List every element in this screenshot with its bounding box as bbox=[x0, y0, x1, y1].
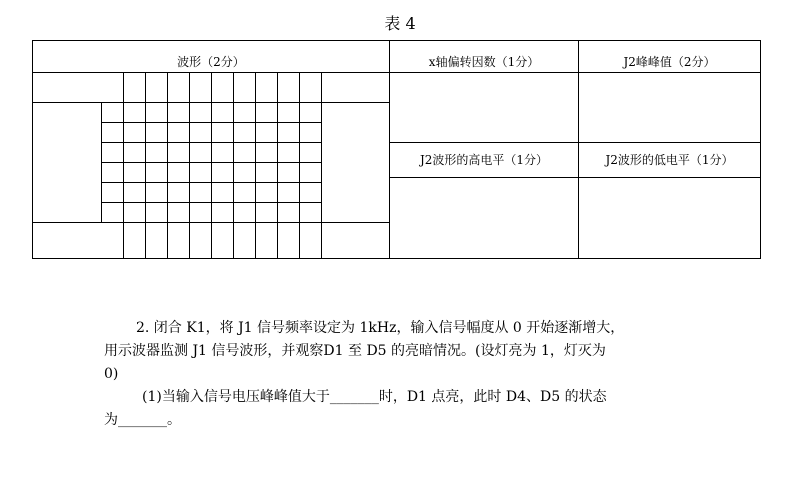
grid-hline bbox=[101, 182, 322, 183]
measurement-table bbox=[32, 40, 761, 259]
col-divider-2 bbox=[578, 41, 579, 258]
grid-vline bbox=[123, 73, 124, 258]
item2-line3: 0) bbox=[104, 366, 119, 382]
col-divider-1 bbox=[389, 41, 390, 258]
grid-vline bbox=[189, 73, 190, 258]
grid-vline bbox=[255, 73, 256, 258]
grid-hline bbox=[101, 122, 322, 123]
item2-line1: 2. 闭合 K1，将 J1 信号频率设定为 1kHz，输入信号幅度从 0 开始逐渐增大， bbox=[136, 320, 625, 336]
right-divider-1 bbox=[389, 142, 760, 143]
item2-line2: 用示波器监测 J1 信号波形，并观察D1 至 D5 的亮暗情况。(设灯亮为 1，灯灭为 bbox=[104, 343, 606, 359]
grid-vline bbox=[277, 73, 278, 258]
grid-vline bbox=[145, 73, 146, 258]
grid-vline bbox=[299, 73, 300, 258]
waveform-grid bbox=[33, 73, 389, 258]
grid-vline bbox=[211, 73, 212, 258]
right-divider-2 bbox=[389, 177, 760, 178]
x-deflection-header: x轴偏转因数（1分） bbox=[428, 55, 540, 69]
grid-band-side bbox=[321, 102, 322, 223]
grid-vline bbox=[233, 73, 234, 258]
table-caption: 表 4 bbox=[384, 14, 416, 33]
j2-peak-header: J2峰峰值（2分） bbox=[623, 55, 716, 69]
grid-hline bbox=[101, 202, 322, 203]
grid-band-side bbox=[101, 102, 102, 223]
j2-low-header: J2波形的低电平（1分） bbox=[605, 153, 734, 167]
grid-hline bbox=[101, 162, 322, 163]
item2-sub1-line2: 为_______。 bbox=[104, 412, 181, 428]
grid-vline bbox=[167, 73, 168, 258]
grid-hline bbox=[101, 142, 322, 143]
item2-sub1-line1: (1)当输入信号电压峰峰值大于_______时，D1 点亮，此时 D4、D5 的状态 bbox=[142, 389, 607, 405]
waveform-header: 波形（2分） bbox=[177, 55, 245, 69]
j2-high-header: J2波形的高电平（1分） bbox=[419, 153, 549, 167]
